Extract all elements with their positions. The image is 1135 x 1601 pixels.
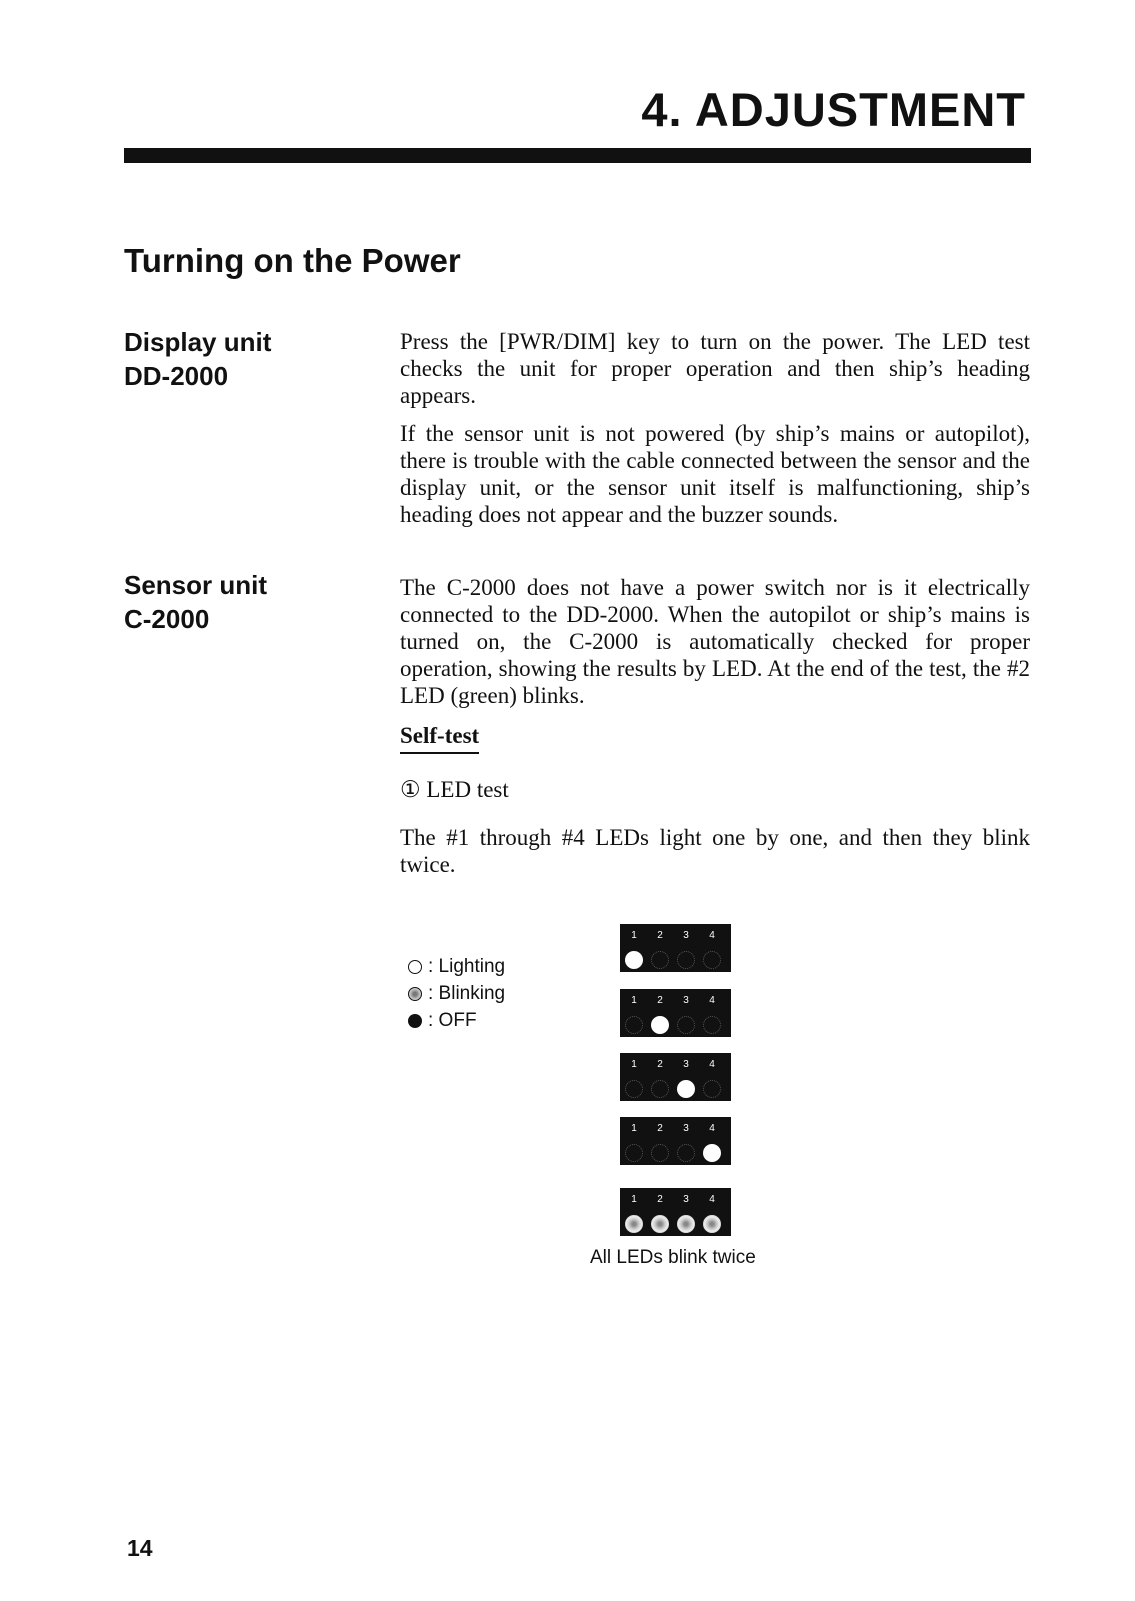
led-number: 1 (631, 995, 637, 1006)
lighting-circle-icon (408, 960, 422, 974)
led-panel (620, 989, 731, 1037)
led-number: 4 (709, 1059, 715, 1070)
sensor-unit-heading-line2: C-2000 (124, 604, 210, 634)
led-panel (620, 1188, 731, 1236)
display-unit-paragraph-2: If the sensor unit is not powered (by ship’s mains or autopilot), there is trouble with the cable connected between the sensor and the display unit, or the sensor unit itself is malfunctioning, ship’s heading does not appear and the buzzer sounds. (400, 421, 1030, 527)
legend-blinking-label: : Blinking (428, 982, 506, 1004)
led-blink-icon (625, 1215, 643, 1233)
led-off-icon (651, 1080, 669, 1098)
display-unit-paragraph-1: Press the [PWR/DIM] key to turn on the power. The LED test checks the unit for proper operation and then ship’s heading appears. (400, 329, 1030, 408)
led-lit-icon (625, 951, 643, 969)
display-unit-heading (124, 325, 271, 393)
led-number: 4 (709, 995, 715, 1006)
led-lit-icon (651, 1016, 669, 1034)
legend-off-label: : OFF (428, 1009, 477, 1031)
chapter-rule (124, 148, 1031, 163)
display-unit-heading-line1: Display unit (124, 327, 272, 357)
off-circle-icon (408, 1014, 422, 1028)
led-panel (620, 1117, 731, 1165)
led-off-icon (625, 1144, 643, 1162)
led-number: 3 (683, 1059, 689, 1070)
led-lit-icon (703, 1144, 721, 1162)
led-blink-icon (703, 1215, 721, 1233)
led-number: 1 (631, 1123, 637, 1134)
led-panel (620, 1053, 731, 1101)
led-number: 3 (683, 995, 689, 1006)
led-number: 4 (709, 930, 715, 941)
led-number: 4 (709, 1194, 715, 1205)
led-lit-icon (677, 1080, 695, 1098)
led-number: 3 (683, 1194, 689, 1205)
sensor-unit-heading-line1: Sensor unit (124, 570, 268, 600)
legend-lighting (408, 953, 505, 980)
page-number: 14 (127, 1535, 153, 1561)
led-off-icon (703, 1016, 721, 1034)
led-panel (620, 924, 731, 972)
led-off-icon (677, 1144, 695, 1162)
led-off-icon (677, 1016, 695, 1034)
led-number: 3 (683, 930, 689, 941)
led-test-description: The #1 through #4 LEDs light one by one, and then they blink twice. (400, 825, 1030, 877)
sensor-unit-heading (124, 568, 267, 636)
legend-off (408, 1007, 505, 1034)
led-off-icon (651, 951, 669, 969)
led-blink-icon (651, 1215, 669, 1233)
led-off-icon (625, 1016, 643, 1034)
section-title: Turning on the Power (124, 242, 461, 279)
led-number: 1 (631, 1059, 637, 1070)
chapter-title: 4. ADJUSTMENT (641, 83, 1026, 136)
led-number: 1 (631, 1194, 637, 1205)
led-number: 2 (657, 1123, 663, 1134)
blinking-circle-icon (408, 987, 422, 1001)
led-number: 4 (709, 1123, 715, 1134)
led-number: 2 (657, 1059, 663, 1070)
led-off-icon (703, 1080, 721, 1098)
self-test-heading: Self-test (400, 722, 479, 754)
display-unit-heading-line2: DD-2000 (124, 361, 229, 391)
legend-lighting-label: : Lighting (428, 955, 506, 977)
led-number: 3 (683, 1123, 689, 1134)
led-number: 2 (657, 930, 663, 941)
led-number: 2 (657, 1194, 663, 1205)
sensor-unit-paragraph: The C-2000 does not have a power switch nor is it electrically connected to the DD-2000. When the autopilot or ship’s mains is turned on, the C-2000 is automatically checked for proper operation, showing the results by LED. At the end of the test, the #2 LED (green) blinks. (400, 575, 1030, 708)
led-off-icon (677, 951, 695, 969)
led-panel-caption: All LEDs blink twice (590, 1247, 756, 1268)
led-off-icon (651, 1144, 669, 1162)
legend-blinking (408, 980, 505, 1007)
led-off-icon (703, 951, 721, 969)
led-number: 1 (631, 930, 637, 941)
led-number: 2 (657, 995, 663, 1006)
led-off-icon (625, 1080, 643, 1098)
led-legend (408, 953, 505, 1034)
led-test-step-label: ① LED test (400, 777, 509, 802)
led-blink-icon (677, 1215, 695, 1233)
